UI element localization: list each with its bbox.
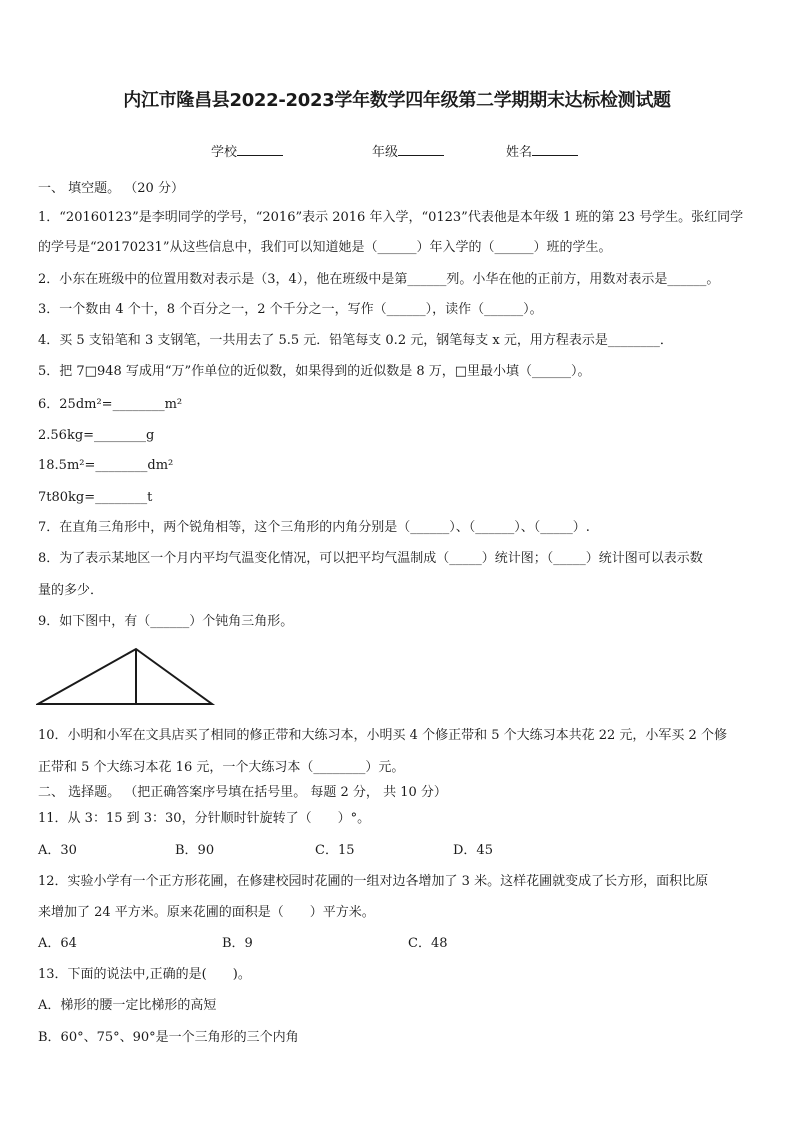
section-2-heading: 二、 选择题。 （把正确答案序号填在括号里。 每题 2 分， 共 10 分） xyxy=(38,785,447,800)
q9: 9．如下图中，有（______）个钝角三角形。 xyxy=(38,614,294,629)
school-field xyxy=(211,141,283,160)
q11: 11．从 3：15 到 3：30，分针顺时针旋转了（ ）°。 xyxy=(38,811,371,826)
q4: 4．买 5 支铅笔和 3 支钢笔，一共用去了 5.5 元．铅笔每支 0.2 元，钢笔每支 x 元，用方程表示是________． xyxy=(38,333,673,348)
q3: 3．一个数由 4 个十，8 个百分之一，2 个千分之一，写作（______），读作（______）。 xyxy=(38,302,543,317)
q12-line-2: 来增加了 24 平方米。原来花圃的面积是（ ）平方米。 xyxy=(38,905,375,920)
q11-option-b: B．90 xyxy=(175,843,215,858)
q2: 2．小东在班级中的位置用数对表示是（3，4），他在班级中是第______列。小华在他的正前方，用数对表示是______。 xyxy=(38,272,720,287)
exam-title: 内江市隆昌县2022-2023学年数学四年级第二学期期末达标检测试题 xyxy=(123,90,671,111)
triangle-outline xyxy=(38,649,212,704)
q5: 5．把 7□948 写成用“万”作单位的近似数，如果得到的近似数是 8 万，□里最小填（______）。 xyxy=(38,364,591,379)
q1-line-2: 的学号是“20170231”从这些信息中，我们可以知道她是（______）年入学的（______）班的学生。 xyxy=(38,240,612,255)
q6-c: 18.5m²=________dm² xyxy=(38,458,174,473)
q12-option-b: B．9 xyxy=(222,936,253,951)
q13-option-a: A．梯形的腰一定比梯形的高短 xyxy=(38,998,217,1013)
q8-line-1: 8．为了表示某地区一个月内平均气温变化情况，可以把平均气温制成（_____）统计图；（_____）统计图可以表示数 xyxy=(38,551,703,566)
q11-option-d: D．45 xyxy=(453,843,493,858)
q6-a: 6．25dm²=________m² xyxy=(38,397,183,412)
grade-blank xyxy=(398,143,444,156)
grade-label: 年级 xyxy=(372,145,399,160)
q8-line-2: 量的多少． xyxy=(38,583,104,598)
q1-line-1: 1．“20160123”是李明同学的学号，“2016”表示 2016 年入学，“0123”代表他是本年级 1 班的第 23 号学生。张红同学 xyxy=(38,210,744,225)
school-label: 学校 xyxy=(211,145,238,160)
section-1-heading: 一、 填空题。 （20 分） xyxy=(38,181,184,196)
q6-b: 2.56kg=________g xyxy=(38,428,155,443)
grade-field xyxy=(372,141,444,160)
triangle-figure xyxy=(36,646,216,708)
q10-line-2: 正带和 5 个大练习本花 16 元，一个大练习本（________）元。 xyxy=(38,760,405,775)
q12-option-c: C．48 xyxy=(408,936,448,951)
q12-line-1: 12．实验小学有一个正方形花圃，在修建校园时花圃的一组对边各增加了 3 米。这样花圃就变成了长方形，面积比原 xyxy=(38,874,709,889)
q13: 13．下面的说法中,正确的是( )。 xyxy=(38,967,251,982)
q12-option-a: A．64 xyxy=(38,936,77,951)
q7: 7．在直角三角形中，两个锐角相等，这个三角形的内角分别是（______）、（______）、（_____）. xyxy=(38,520,590,535)
name-field xyxy=(506,141,578,160)
name-blank xyxy=(532,143,578,156)
q11-option-c: C．15 xyxy=(315,843,355,858)
name-label: 姓名 xyxy=(506,145,533,160)
q11-option-a: A．30 xyxy=(38,843,77,858)
q10-line-1: 10．小明和小军在文具店买了相同的修正带和大练习本，小明买 4 个修正带和 5 个大练习本共花 22 元，小军买 2 个修 xyxy=(38,728,727,743)
q13-option-b: B．60°、75°、90°是一个三角形的三个内角 xyxy=(38,1030,299,1045)
q6-d: 7t80kg=________t xyxy=(38,490,153,505)
school-blank xyxy=(237,143,283,156)
